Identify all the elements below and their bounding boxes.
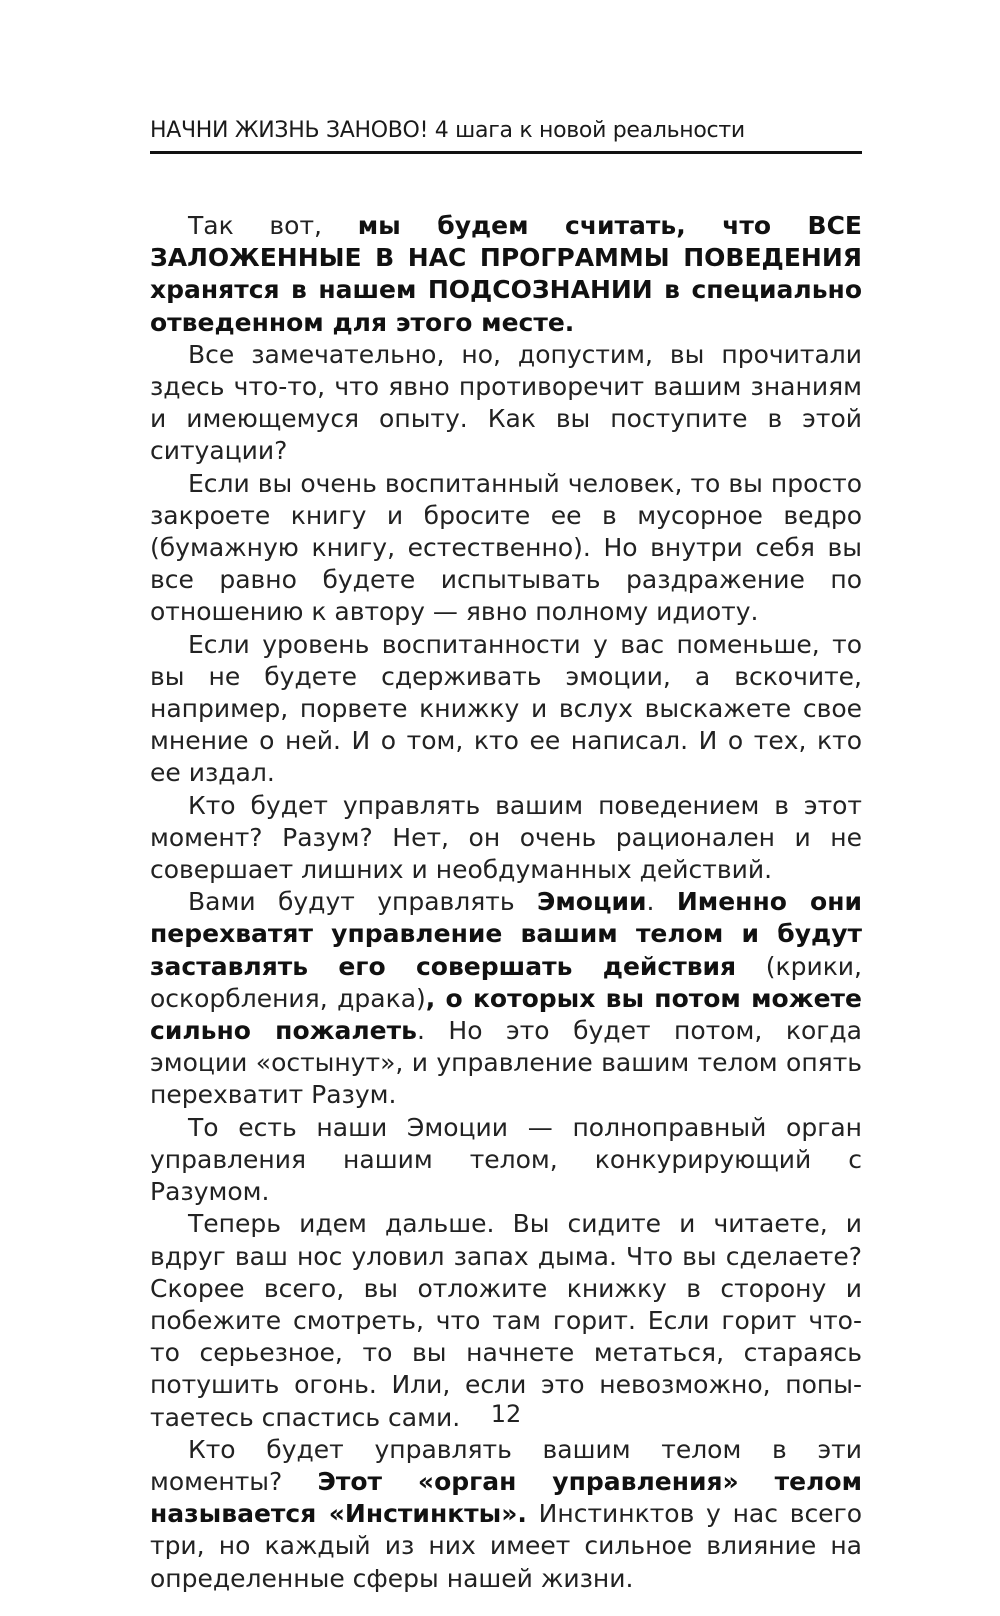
paragraph: Все замечательно, но, допустим, вы прочитали здесь что-то, что явно противоречит вашим знаниям и имеющемуся опыту. Как вы поступите в этой ситуации? bbox=[150, 339, 862, 466]
body-text bbox=[150, 210, 862, 1595]
page-number: 12 bbox=[490, 1400, 522, 1428]
paragraph: Кто будет управлять вашим телом в эти моменты? Этот «орган управления» телом называется «Инстинкты». Инстинктов у нас всего три, но каждый из них имеет сильное влияние на определенные сферы нашей жизни. bbox=[150, 1434, 862, 1593]
paragraph: Если вы очень воспитанный человек, то вы просто закроете книгу и бросите ее в мусорное ведро (бумажную книгу, естественно). Но внутри себя вы все равно будете испытывать раздражение по отношению к автору — явно полному идиоту. bbox=[150, 468, 862, 627]
running-header: НАЧНИ ЖИЗНЬ ЗАНОВО! 4 шага к новой реальности bbox=[150, 118, 862, 154]
paragraph: Вами будут управлять Эмоции. Именно они перехватят управление вашим телом и будут заставлять его совершать действия (крики, оскорбления, драка), о которых вы потом можете сильно пожалеть. Но это будет потом, когда эмоции «остынут», и управление вашим телом опять перехватит Разум. bbox=[150, 887, 863, 1110]
paragraph: Теперь идем дальше. Вы сидите и читаете, и вдруг ваш нос уловил запах дыма. Что вы сделаете? Скорее всего, вы отложите книжку в сторону и побежите смотреть, что там горит. Если горит что-то серьезное, то вы начнете метаться, стараясь потушить огонь. Или, если это невозможно, попытаетесь спастись сами. bbox=[150, 1209, 862, 1432]
paragraph: Если уровень воспитанности у вас поменьше, то вы не будете сдерживать эмоции, а вскочите, например, порвете книжку и вслух выскажете свое мнение о ней. И о том, кто ее написал. И о тех, кто ее издал. bbox=[150, 629, 862, 788]
paragraph: То есть наши Эмоции — полноправный орган управления нашим телом, конкурирующий с Разумом. bbox=[150, 1112, 862, 1207]
paragraph: Так вот, мы будем считать, что ВСЕ ЗАЛОЖЕННЫЕ В НАС ПРОГРАММЫ ПОВЕДЕНИЯ хранятся в нашем ПОДСОЗНАНИИ в специально отведенном для этого месте. bbox=[150, 211, 863, 337]
paragraph: Кто будет управлять вашим поведением в этот момент? Разум? Нет, он очень рационален и не совершает лишних и необдуманных действий. bbox=[150, 790, 862, 885]
